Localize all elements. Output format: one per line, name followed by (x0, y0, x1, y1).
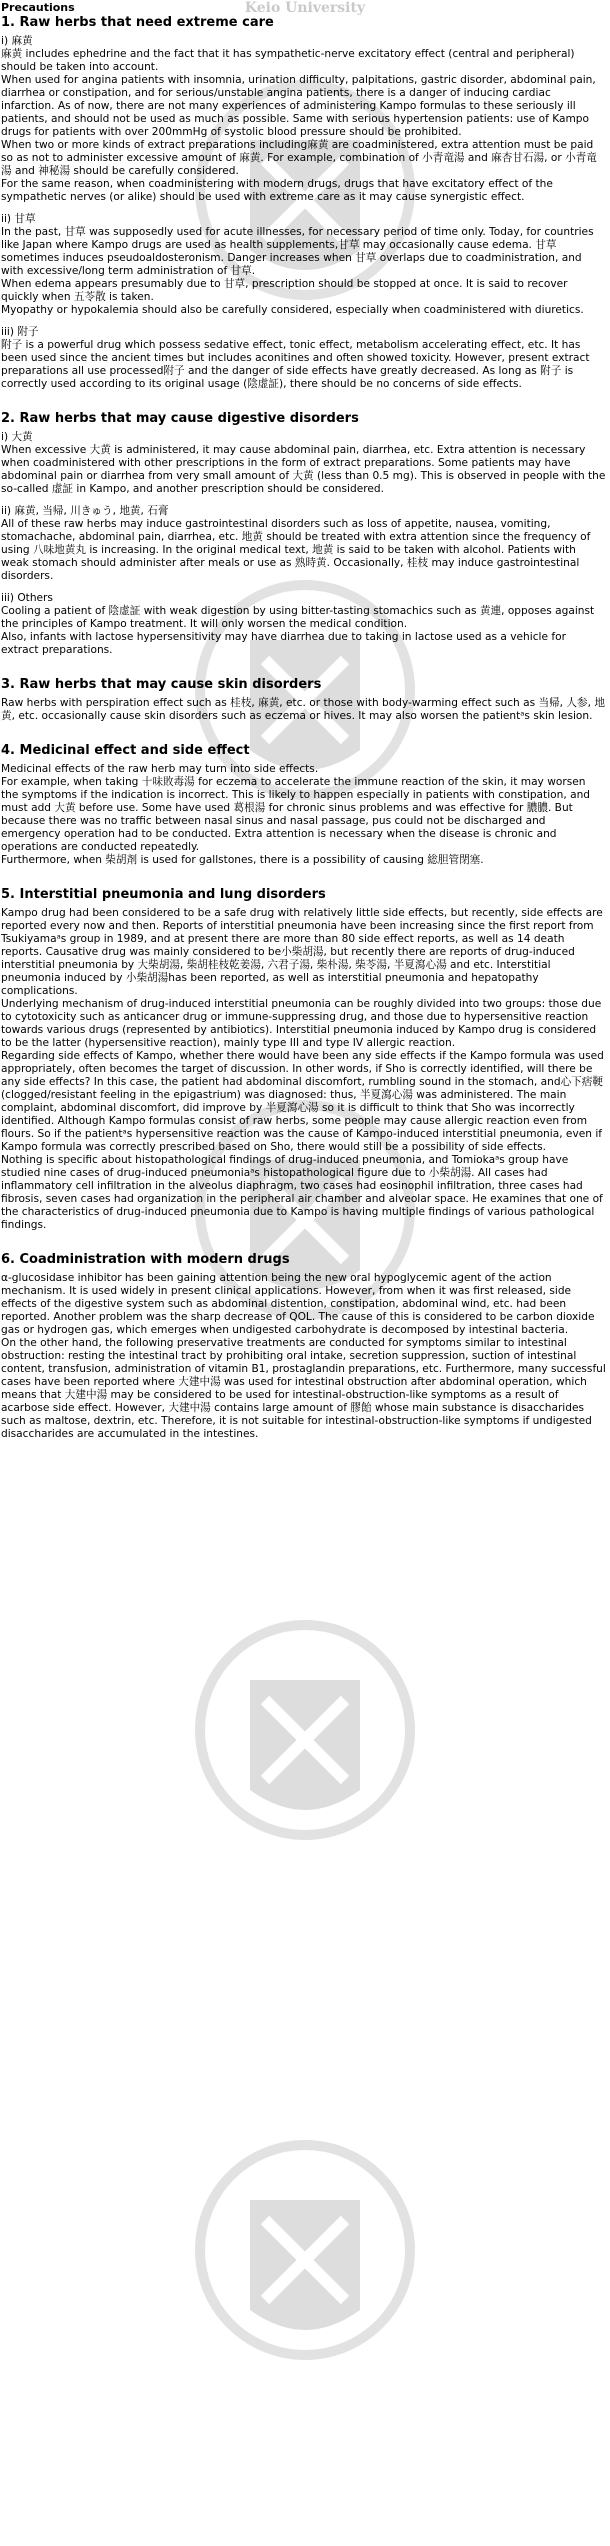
paragraph: Underlying mechanism of drug-induced interstitial pneumonia can be roughly divided into two groups: those due to cytotoxicity such as anticancer drug or immune-suppressing drug, and those due to hypersensitive reaction towards various drugs (represented by antibiotics). Interstitial pneumonia induced by Kampo drug is considered to be the latter (hypersensitive reaction), mainly type III and type IV allergic reaction. (1, 998, 602, 1049)
paragraph: Raw herbs with perspiration effect such as 桂枝, 麻黄, etc. or those with body-warming effect such as 当帰, 人参, 地黄, etc. occasionally cause skin disorders such as eczema or hives. It may also worsen the patientᵃs skin lesion. (1, 697, 605, 722)
subsection-label: iii) 附子 (1, 326, 39, 338)
paragraph: Also, infants with lactose hypersensitivity may have diarrhea due to taking in lactose used as a vehicle for extract preparations. (1, 631, 566, 656)
paragraph: Regarding side effects of Kampo, whether there would have been any side effects if the Kampo formula was used appropriately, often becomes the target of discussion. In other words, if Sho is correctly identified, will there be any side effects? In this case, the patient had abdominal discomfort, rumbling sound in the stomach, and心下痞鞕 (clogged/resistant feeling in the epigastrium) was diagnosed: thus, 半夏瀉心湯 was administered. The main complaint, abdominal discomfort, did improve by 半夏瀉心湯 so it is difficult to think that Sho was incorrectly identified. Although Kampo formulas consist of raw herbs, some people may cause allergic reaction even from flours. So if the patientᵃs hypersensitive reaction was the cause of Kampo-induced interstitial pneumonia, even if Kampo formula was correctly prescribed based on Sho, there would still be a possibility of side effects. (1, 1050, 604, 1153)
paragraph: 附子 is a powerful drug which possess sedative effect, tonic effect, metabolism accelerating effect, etc. It has been used since the ancient times but includes aconitines and often showed toxicity. However, present extract preparations all use processed附子 and the danger of side effects have greatly decreased. As long as 附子 is correctly used according to its original usage (陰虚証), there should be no concerns of side effects. (1, 339, 590, 390)
paragraph: When edema appears presumably due to 甘草, prescription should be stopped at once. It is said to recover quickly when 五苓散 is taken. (1, 278, 568, 303)
subsection-label: ii) 麻黄, 当帰, 川きゅう, 地黄, 石膏 (1, 505, 169, 517)
paragraph: Furthermore, when 柴胡剤 is used for gallstones, there is a possibility of causing 総胆管閉塞. (1, 854, 484, 866)
subsection (1, 326, 606, 391)
subsection-label: iii) Others (1, 592, 53, 604)
subsection (1, 505, 606, 583)
section-heading: 3. Raw herbs that may cause skin disorders (1, 677, 322, 692)
section (1, 743, 606, 867)
subsection (1, 35, 606, 204)
paragraph: For the same reason, when coadministering with modern drugs, drugs that have excitatory effect of the sympathetic nerves (or alike) should be used with extreme care as it may cause synergistic effect. (1, 178, 553, 203)
paragraph: When two or more kinds of extract preparations including麻黄 are coadministered, extra attention must be paid so as not to administer excessive amount of 麻黄. For example, combination of 小青竜湯 and 麻杏甘石湯, or 小青竜湯 and 神秘湯 should be carefully considered. (1, 139, 597, 177)
sections-container (1, 15, 606, 1441)
paragraph: When excessive 大黄 is administered, it may cause abdominal pain, diarrhea, etc. Extra attention is necessary when coadministered with other prescriptions in the form of extract preparations. Some patients may have abdominal pain or diarrhea from very small amount of 大黄 (less than 0.5 mg). This is observed in people with the so-called 虚証 in Kampo, and another prescription should be considered. (1, 444, 606, 495)
paragraph: 麻黄 includes ephedrine and the fact that it has sympathetic-nerve excitatory effect (central and peripheral) should be taken into account. (1, 48, 575, 73)
section (1, 677, 606, 723)
section-heading: 2. Raw herbs that may cause digestive disorders (1, 411, 359, 426)
page-title: Precautions (1, 1, 75, 14)
paragraph: Kampo drug had been considered to be a safe drug with relatively little side effects, but recently, side effects are reported every now and then. Reports of interstitial pneumonia have been increasing since the first report from Tsukiyamaᵃs group in 1989, and at present there are more than 80 side effect reports, as well as 14 death reports. Causative drug was mainly considered to be小柴胡湯, but recently there are reports of drug-induced interstitial pneumonia by 大柴胡湯, 柴胡桂枝乾姜湯, 六君子湯, 柴朴湯, 柴苓湯, 半夏瀉心湯 and etc. Interstitial pneumonia induced by 小柴胡湯has been reported, as well as interstitial pneumonia and hepatopathy complications. (1, 907, 603, 997)
section-heading: 6. Coadministration with modern drugs (1, 1252, 290, 1267)
paragraph: In the past, 甘草 was supposedly used for acute illnesses, for necessary period of time only. Today, for countries like Japan where Kampo drugs are used as health supplements,甘草 may occasionally cause edema. 甘草 sometimes induces pseudoaldosteronism. Danger increases when 甘草 overlaps due to coadministration, and with excessive/long term administration of 甘草. (1, 226, 594, 277)
watermark-label: Keio University (244, 0, 366, 16)
subsection-label: i) 麻黄 (1, 35, 33, 47)
university-seal-watermark (190, 1580, 420, 1880)
section-heading: 4. Medicinal effect and side effect (1, 743, 250, 758)
section (1, 15, 606, 391)
paragraph: α-glucosidase inhibitor has been gaining attention being the new oral hypoglycemic agent of the action mechanism. It is used widely in present clinical applications. However, from when it was first released, side effects of the digestive system such as abdominal distention, constipation, abdominal wind, etc. had been reported. Another problem was the sharp decrease of QOL. The cause of this is considered to be carbon dioxide gas or hydrogen gas, which emerges when undigested carbohydrate is decomposed by intestinal bacteria. (1, 1272, 595, 1336)
paragraph: On the other hand, the following preservative treatments are conducted for symptoms similar to intestinal obstruction: resting the intestinal tract by prohibiting oral intake, secretion suppression, suction of intestinal content, transfusion, administration of vitamin B1, prostaglandin preparations, etc. Furthermore, many successful cases have been reported where 大建中湯 was used for intestinal obstruction after abdominal operation, which means that 大建中湯 may be considered to be used for intestinal-obstruction-like symptoms as a result of acarbose side effect. However, 大建中湯 contains large amount of 膠飴 whose main substance is disaccharides such as maltose, dextrin, etc. Therefore, it is not suitable for intestinal-obstruction-like symptoms if undigested disaccharides are accumulated in the intestines. (1, 1337, 606, 1440)
subsection (1, 431, 606, 496)
subsection (1, 763, 606, 867)
section (1, 887, 606, 1232)
subsection (1, 592, 606, 657)
subsection-label: ii) 甘草 (1, 213, 36, 225)
subsection (1, 1272, 606, 1441)
paragraph: Nothing is specific about histopathological findings of drug-induced pneumonia, and Tomiokaᵃs group have studied nine cases of drug-induced pneumoniaᵃs histopathological figure due to 小柴胡湯. All cases had inflammatory cell infiltration in the alveolus diaphragm, two cases had eosinophil infiltration, three cases had fibrosis, seven cases had organization in the peripheral air chamber and alveolar space. He examines that one of the characteristics of drug-induced pneumonia due to Kampo is having multiple findings of various pathological findings. (1, 1154, 603, 1231)
section (1, 411, 606, 657)
paragraph: When used for angina patients with insomnia, urination difficulty, palpitations, gastric disorder, abdominal pain, diarrhea or constipation, and for serious/unstable angina patients, there is a danger of inducing cardiac infarction. As of now, there are not many experiences of administering Kampo formulas to these seriously ill patients, and should not be used as much as possible. Same with serious hypertension patients: use of Kampo drugs for patients with over 200mmHg of systolic blood pressure should be prohibited. (1, 74, 596, 138)
paragraph: Medicinal effects of the raw herb may turn into side effects. (1, 763, 319, 775)
section-heading: 1. Raw herbs that need extreme care (1, 15, 274, 30)
section (1, 1252, 606, 1441)
paragraph: Myopathy or hypokalemia should also be carefully considered, especially when coadministered with diuretics. (1, 304, 584, 316)
paragraph: For example, when taking 十味敗毒湯 for eczema to accelerate the immune reaction of the skin, it may worsen the symptoms if the indication is incorrect. This is likely to happen especially in patients with constipation, and must add 大黄 before use. Some have used 葛根湯 for chronic sinus problems and was effective for 膿膿. But because there was no traffic between nasal sinus and nasal passage, pus could not be discharged and emergency operation had to be conducted. Extra attention is necessary when the disease is chronic and operations are conducted repeatedly. (1, 776, 591, 853)
subsection-label: i) 大黄 (1, 431, 33, 443)
subsection (1, 697, 606, 723)
subsection (1, 907, 606, 1232)
university-seal-watermark (190, 2100, 420, 2400)
section-heading: 5. Interstitial pneumonia and lung disorders (1, 887, 326, 902)
paragraph: All of these raw herbs may induce gastrointestinal disorders such as loss of appetite, nausea, vomiting, stomachache, abdominal pain, diarrhea, etc. 地黄 should be treated with extra attention since the frequency of using 八味地黄丸 is increasing. In the original medical text, 地黄 is said to be taken with alcohol. Patients with weak stomach should administer after meals or use as 熟時黄. Occasionally, 桂枝 may induce gastrointestinal disorders. (1, 518, 591, 582)
paragraph: Cooling a patient of 陰虚証 with weak digestion by using bitter-tasting stomachics such as 黄連, opposes against the principles of Kampo treatment. It will only worsen the medical condition. (1, 605, 595, 630)
subsection (1, 213, 606, 317)
